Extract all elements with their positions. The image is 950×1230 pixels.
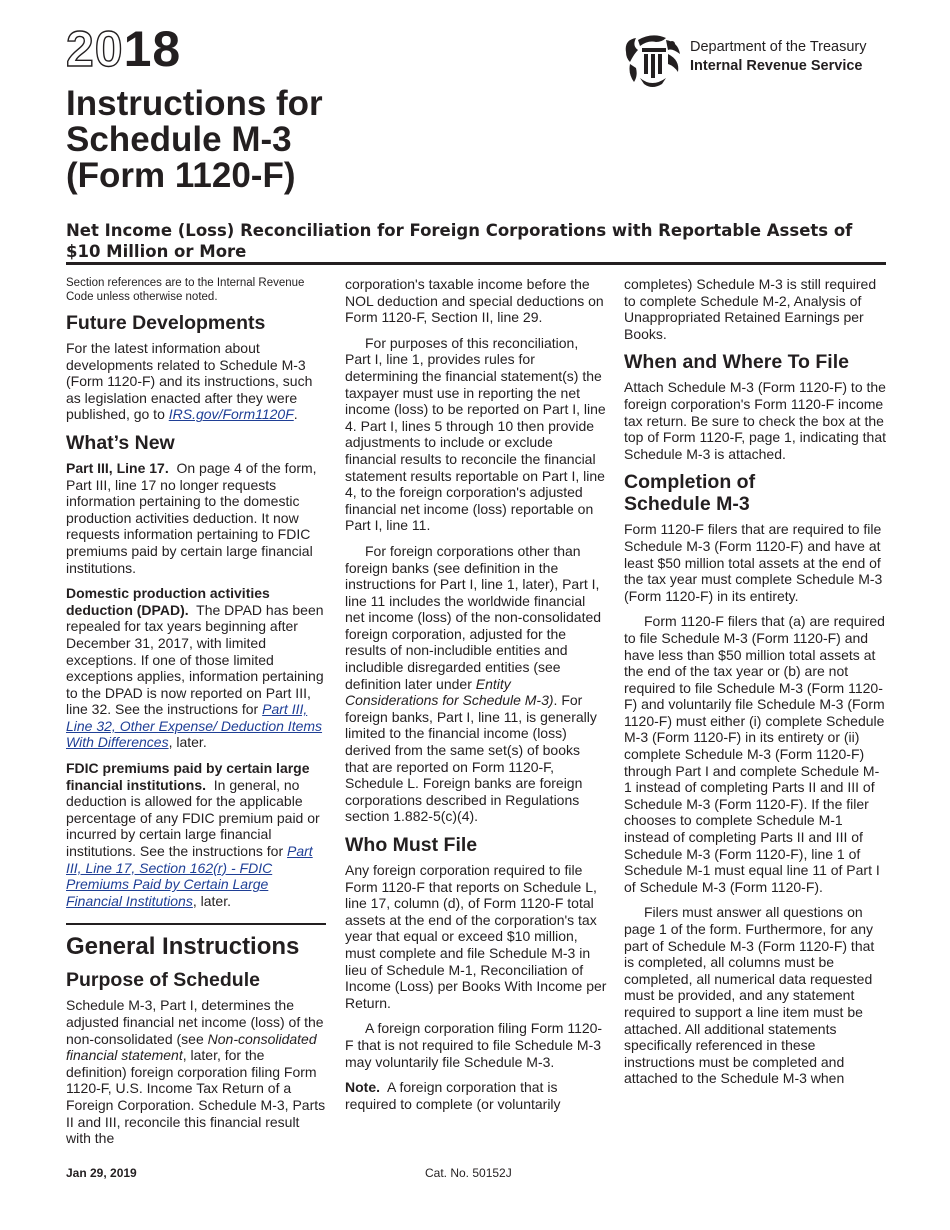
p1-lead: Part III, Line 17. (66, 459, 169, 476)
purpose-a: Schedule M-3, Part I, determines the adjusted financial net income (loss) of the non-consolidated (see (66, 997, 324, 1047)
document-subtitle: Net Income (Loss) Reconciliation for Foreign Corporations with Reportable Assets of $10 Million or More (66, 221, 853, 261)
title-line-3: (Form 1120-F) (66, 156, 296, 195)
heading-general-instructions: General Instructions (66, 933, 300, 961)
agency-department: Department of the Treasury (690, 39, 867, 55)
completion-line-2: Schedule M-3 (624, 493, 750, 516)
irs-eagle-logo-icon (622, 32, 684, 88)
p3-italic: Entity Considerations for Schedule M-3) (345, 675, 554, 709)
note-lead: Note. (345, 1079, 380, 1096)
header-divider (66, 262, 886, 265)
heading-who-must-file: Who Must File (345, 834, 478, 856)
title-line-1: Instructions for (66, 84, 323, 123)
p3-a: For foreign corporations other than foreign banks (see definition in the instructions for Part I, line 1, later), Part I, line 11 includes the worldwide financial net income (loss) of the non-consolidated foreign corporation, adjusted for the results of non-includible entities and includible disregarded entities (see definition later under (345, 542, 602, 692)
year (66, 21, 182, 77)
part3-line32-link[interactable]: Part III, Line 32, Other Expense/ Deduction Items With Differences (66, 701, 323, 751)
future-paragraph: For the latest information about developments related to Schedule M-3 (Form 1120-F) and its instructions, such as legislation enacted after they were published, go to IRS.gov/Form1120F. (66, 340, 313, 423)
whats-new-paragraph-2 (66, 585, 328, 751)
part3-line17-link[interactable]: Part III, Line 17, Section 162(r) - FDIC Premiums Paid by Certain Large Financial Institutions (66, 843, 313, 909)
agency-service: Internal Revenue Service (690, 58, 863, 74)
completion-paragraph-3: Filers must answer all questions on page 1 of the form. Furthermore, for any part of Schedule M-3 (Form 1120-F) that is completed, all columns must be completed, all numerical data requested must be provided, and any statement required to support a line item must be attached. All additional statements specifically referenced in these instructions must be completed and attached to the Schedule M-3 when (624, 904, 875, 1087)
col3-paragraph-1: completes) Schedule M-3 is still required to complete Schedule M-2, Analysis of Unappropriated Retained Earnings per Books. (624, 276, 877, 342)
column-2 (345, 276, 607, 1121)
p1-text: On page 4 of the form, Part III, line 17 no longer requests information pertaining to the domestic production activities deduction. It now requests information pertaining to FDIC premiums paid by certain large financial institutions. (66, 459, 317, 576)
p3-lead: FDIC premiums paid by certain large financial institutions. (66, 760, 310, 793)
year-prefix: 20 (66, 21, 124, 77)
p2-lead: Domestic production activities deduction (DPAD). (66, 585, 270, 618)
heading-completion (624, 471, 886, 515)
heading-whats-new: What’s New (66, 431, 175, 454)
p3-text: In general, no deduction is allowed for the applicable percentage of any FDIC premium paid or incurred by certain large financial institutions. See the instructions for (66, 776, 320, 860)
whats-new-paragraph-1 (66, 460, 328, 576)
document-title (66, 86, 486, 194)
whats-new-paragraph-3 (66, 760, 328, 909)
footer-cat-no: Cat. No. 50152J (425, 1166, 512, 1180)
footer-date: Jan 29, 2019 (66, 1166, 137, 1180)
when-paragraph: Attach Schedule M-3 (Form 1120-F) to the foreign corporation's Form 1120-F income tax return. Be sure to check the box at the top of Form 1120-F, page 1, indicating that Schedule M-3 is attached. (624, 379, 887, 462)
who-paragraph-2: A foreign corporation filing Form 1120-F that is not required to file Schedule M-3 may voluntarily file Schedule M-3. (345, 1020, 603, 1070)
purpose-italic: Non-consolidated financial statement (66, 1030, 317, 1064)
who-paragraph-1: Any foreign corporation required to file Form 1120-F that reports on Schedule L, line 17, column (d), of Form 1120-F total assets at the end of the corporation's tax year that equal or exceed $10 million, must complete and file Schedule M-3 in lieu of Schedule M-1, Reconciliation of Income (Loss) per Books With Income per Return. (345, 862, 607, 1011)
col2-paragraph-1: corporation's taxable income before the NOL deduction and special deductions on Form 1120-F, Section II, line 29. (345, 276, 604, 326)
column-3 (624, 276, 886, 1096)
heading-purpose-of-schedule: Purpose of Schedule (66, 969, 260, 992)
future-text: For the latest information about developments related to Schedule M-3 (Form 1120-F) and its instructions, such as legislation enacted after they were published, go to (66, 340, 313, 423)
purpose-b: , later, for the definition) foreign corporation filing Form 1120-F, U.S. Income Tax Return of a Foreign Corporation. Schedule M-3, Parts II and III, reconcile this financial result with the (66, 1047, 326, 1147)
p3-end: , later. (192, 892, 231, 909)
completion-paragraph-1: Form 1120-F filers that are required to file Schedule M-3 (Form 1120-F) and have at least $50 million total assets at the end of the tax year must complete Schedule M-3 (Form 1120-F) in its entirety. (624, 521, 883, 604)
col2-paragraph-2: For purposes of this reconciliation, Part I, line 1, provides rules for determining the financial statement(s) the taxpayer must use in reporting the net income (loss) to be reported on Part I, line 4. Part I, lines 5 through 10 then provide adjustments to include or exclude financial results to reconcile the financial statement results reportable on Part I, line 4, to the foreign corporation's adjusted financial net income (loss) reportable on Part I, line 11. (345, 334, 606, 534)
heading-when-where-to-file: When and Where To File (624, 351, 849, 374)
p2-end: , later. (168, 734, 207, 751)
title-line-2: Schedule M-3 (66, 120, 292, 159)
section-divider (66, 923, 326, 925)
heading-future-developments: Future Developments (66, 312, 266, 334)
purpose-paragraph (66, 997, 328, 1146)
note-text: A foreign corporation that is required to complete (or voluntarily (345, 1079, 561, 1112)
irs-form1120f-link[interactable]: IRS.gov/Form1120F (168, 406, 294, 423)
p3-b: . For foreign banks, Part I, line 11, is generally limited to the financial income (loss) derived from the same set(s) of books that are reported on Form 1120-F, Schedule L. Foreign banks are foreign corporations described in Regulations section 1.882-5(c)(4). (345, 692, 597, 825)
year-suffix: 18 (123, 21, 182, 77)
intro-note: Section references are to the Internal Revenue Code unless otherwise noted. (66, 277, 305, 303)
column-1 (66, 276, 328, 1156)
irs-agency-block (622, 32, 922, 88)
note-paragraph (345, 1079, 607, 1112)
completion-line-1: Completion of (624, 471, 756, 494)
p2-text: The DPAD has been repealed for tax years beginning after December 31, 2017, with limited exceptions. If one of those limited exceptions applies, information pertaining to the DPAD is now reported on Part III, line 32. See the instructions for (66, 601, 324, 718)
completion-paragraph-2: Form 1120-F filers that (a) are required to file Schedule M-3 (Form 1120-F) and have less than $50 million total assets at the end of the tax year or (b) are not required to file Schedule M-3 (Form 1120-F) and voluntarily file Schedule M-3 (Form 1120-F) must either (i) complete Schedule M-3 (Form 1120-F) in its entirety or (ii) complete Schedule M-3 (Form 1120-F) through Part I and complete Schedule M-1 instead of completing Parts II and III of Schedule M-3 (Form 1120-F). If the filer chooses to complete Schedule M-1 instead of completing Parts II and III of Schedule M-3 (Form 1120-F), line 1 of Schedule M-1 must equal line 11 of Part I of Schedule M-3 (Form 1120-F). (624, 613, 885, 895)
col2-paragraph-3 (345, 543, 607, 825)
